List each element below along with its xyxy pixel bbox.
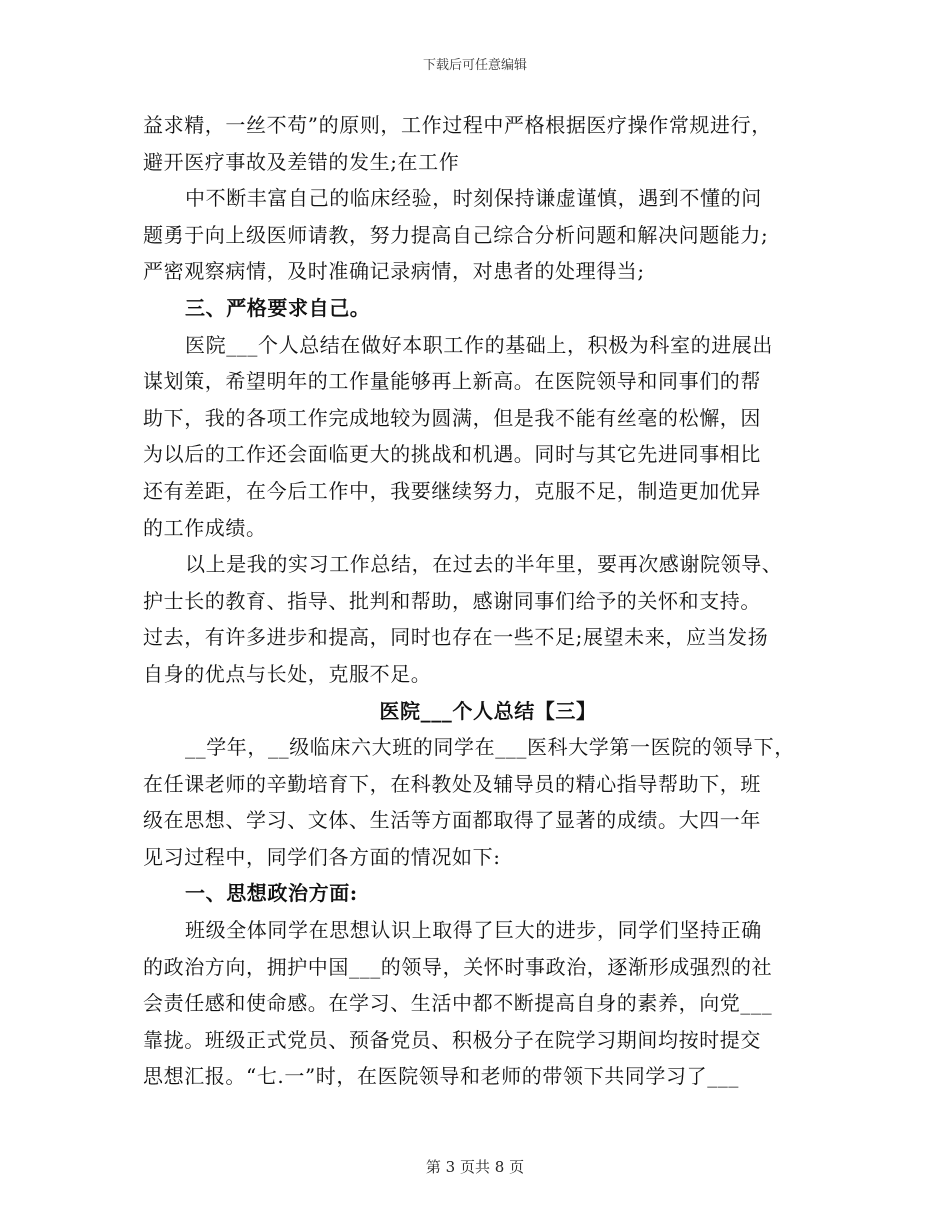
- text-line: 的工作成绩。: [143, 515, 267, 540]
- text-line: 自身的优点与长处，克服不足。: [143, 661, 432, 686]
- text-line: 在任课老师的辛勤培育下，在科教处及辅导员的精心指导帮助下，班: [143, 771, 761, 796]
- page-footer: 第 3 页共 8 页: [425, 1158, 525, 1176]
- text-line: 益求精，一丝不苟”的原则，工作过程中严格根据医疗操作常规进行，: [143, 113, 772, 137]
- text-line: 思想汇报。“七.一”时，在医院领导和老师的带领下共同学习了___: [143, 1064, 740, 1089]
- text-line: 避开医疗事故及差错的发生;在工作: [143, 149, 460, 174]
- text-line: __学年，__级临床六大班的同学在___医科大学第一医院的领导下，: [185, 735, 795, 760]
- text-line: 以上是我的实习工作总结，在过去的半年里，要再次感谢院领导、: [185, 552, 783, 577]
- text-line: 还有差距，在今后工作中，我要继续努力，克服不足，制造更加优异: [143, 478, 761, 503]
- text-line: 靠拢。班级正式党员、预备党员、积极分子在院学习期间均按时提交: [143, 1027, 761, 1052]
- text-line: 过去，有许多进步和提高，同时也存在一些不足;展望未来，应当发扬: [143, 625, 769, 650]
- page-header: 下载后可任意编辑: [422, 58, 527, 73]
- section-heading: 一、思想政治方面:: [185, 881, 358, 906]
- text-line: 助下，我的各项工作完成地较为圆满，但是我不能有丝毫的松懈，因: [143, 405, 761, 430]
- document-body: [143, 107, 833, 1095]
- text-line: 中不断丰富自己的临床经验，时刻保持谦虚谨慎，遇到不懂的问: [185, 186, 762, 211]
- section-heading: 三、严格要求自己。: [185, 295, 371, 320]
- text-line: 医院___个人总结在做好本职工作的基础上，积极为科室的进展出: [185, 332, 773, 357]
- text-line: 护士长的教育、指导、批判和帮助，感谢同事们给予的关怀和支持。: [143, 588, 761, 613]
- text-line: 谋划策，希望明年的工作量能够再上新高。在医院领导和同事们的帮: [143, 369, 761, 394]
- text-line: 级在思想、学习、文体、生活等方面都取得了显著的成绩。大四一年: [143, 808, 761, 833]
- text-line: 会责任感和使命感。在学习、生活中都不断提高自身的素养，向党___: [143, 991, 773, 1016]
- text-line: 见习过程中，同学们各方面的情况如下:: [143, 844, 501, 869]
- text-line: 班级全体同学在思想认识上取得了巨大的进步，同学们坚持正确: [185, 918, 762, 943]
- text-line: 严密观察病情，及时准确记录病情，对患者的处理得当;: [143, 259, 645, 284]
- text-line: 的政治方向，拥护中国___的领导，关怀时事政治，逐渐形成强烈的社: [143, 954, 773, 979]
- document-title: 医院___个人总结【三】: [379, 698, 597, 723]
- text-line: 为以后的工作还会面临更大的挑战和机遇。同时与其它先进同事相比: [143, 442, 761, 467]
- text-line: 题勇于向上级医师请教，努力提高自己综合分析问题和解决问题能力;: [143, 222, 769, 247]
